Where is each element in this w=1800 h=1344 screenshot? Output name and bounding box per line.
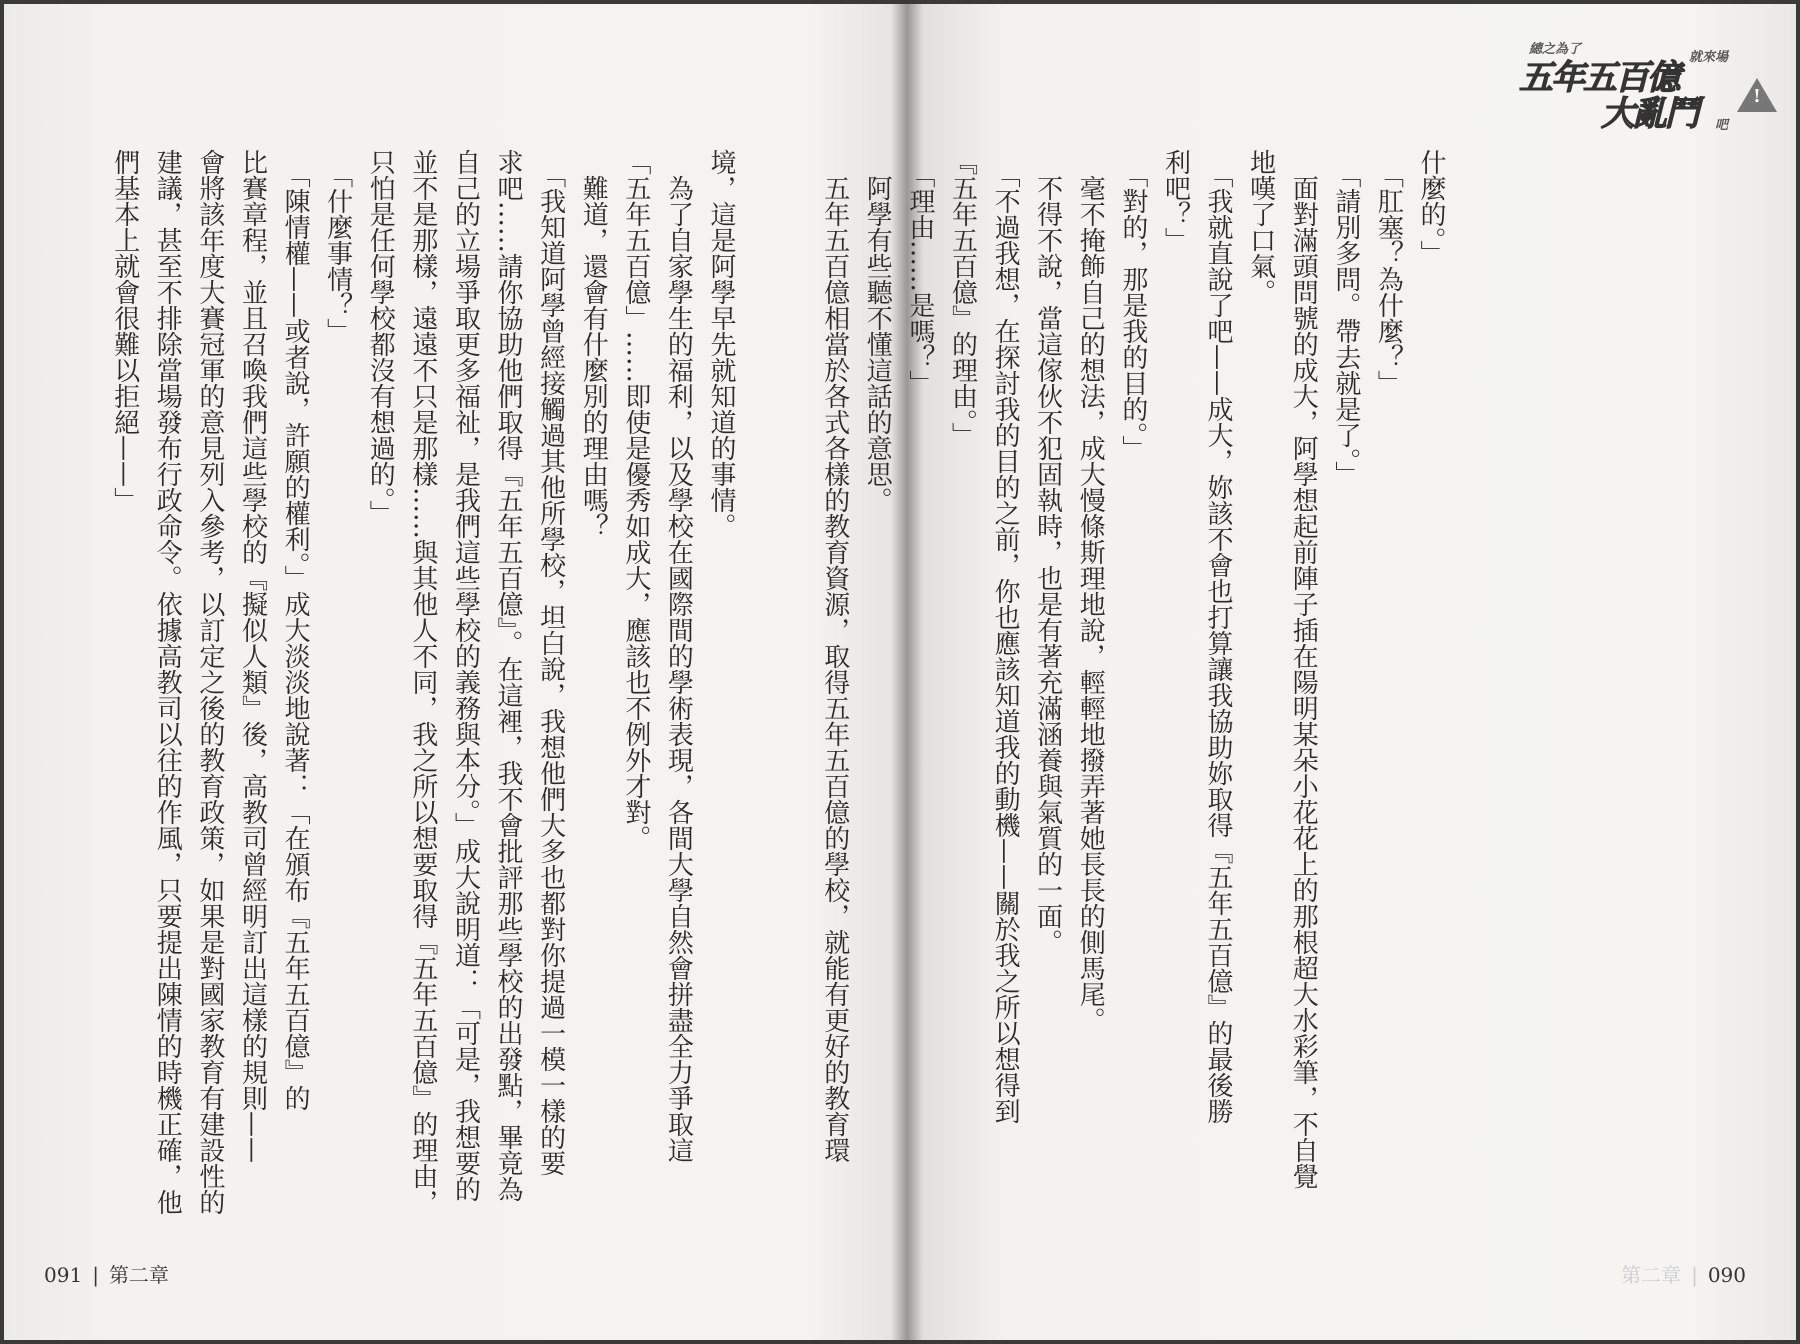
text-column: 為了自家學生的福利，以及學校在國際間的學術表現，各間大學自然會拼盡全力爭取這 (663, 149, 694, 1163)
chapter-label: 第二章 (1621, 1263, 1682, 1287)
right-page-text (812, 149, 1452, 1209)
right-page-footer (1621, 1259, 1746, 1288)
book-spread (4, 4, 1796, 1340)
text-column: 五年五百億相當於各式各樣的教育資源，取得五年五百億的學校，就能有更好的教育環 (819, 149, 850, 1163)
text-column: 『五年五百億』的理由。」 (947, 149, 978, 448)
text-column: 面對滿頭問號的成大，阿學想起前陣子插在陽明某朵小花花上的那根超大水彩筆，不自覺 (1288, 149, 1319, 1189)
left-page-text (102, 149, 742, 1215)
text-column: 只怕是任何學校都沒有想過的。」 (365, 149, 396, 526)
text-column: 「什麼事情？」 (322, 149, 353, 344)
text-column: 什麼的。」 (1416, 149, 1446, 266)
logo-title-2: 大亂鬥 (1601, 94, 1697, 134)
text-column: 「五年五百億」……即使是優秀如成大，應該也不例外才對。 (620, 149, 651, 851)
text-column: 不得不說，當這傢伙不犯固執時，也是有著充滿涵養與氣質的一面。 (1032, 149, 1063, 955)
footer-separator: | (1691, 1263, 1698, 1287)
series-logo (1519, 34, 1789, 134)
text-column: 毫不掩飾自己的想法，成大慢條斯理地說，輕輕地撥弄著她長長的側馬尾。 (1075, 149, 1106, 1033)
text-column: 阿學有些聽不懂這話的意思。 (862, 149, 893, 513)
text-column: 自己的立場爭取更多福祉，是我們這些學校的義務與本分。」成大說明道：「可是，我想要的 (450, 149, 481, 1202)
text-column: 利吧？」 (1160, 149, 1191, 253)
text-column: 地嘆了口氣。 (1245, 149, 1276, 305)
text-column: 們基本上就會很難以拒絕——」 (109, 149, 140, 513)
warning-triangle-icon: ! (1737, 78, 1777, 112)
text-column: 求吧……請你協助他們取得『五年五百億』。在這裡，我不會批評那些學校的出發點，畢竟為 (493, 149, 524, 1202)
text-column: 境，這是阿學早先就知道的事情。 (706, 149, 736, 539)
logo-top-text: 總之為了 (1529, 42, 1582, 57)
text-column: 「對的，那是我的目的。」 (1117, 149, 1148, 461)
page-number: 090 (1707, 1263, 1746, 1287)
text-column: 「陳情權——或者說，許願的權利。」成大淡淡地說著：「在頒布『五年五百億』的 (280, 149, 311, 1111)
left-page-footer (44, 1259, 169, 1288)
logo-title-1: 五年五百億 (1519, 58, 1679, 98)
logo-side-text: 就來場 (1689, 50, 1729, 65)
text-column: 並不是那樣，遠遠不只是那樣……與其他人不同，我之所以想要取得『五年五百億』的理由， (407, 149, 438, 1215)
chapter-label: 第二章 (108, 1263, 169, 1287)
text-column: 會將該年度大賽冠軍的意見列入參考，以訂定之後的教育政策，如果是對國家教育有建設性的 (194, 149, 225, 1215)
text-column: 「我知道阿學曾經接觸過其他所學校，坦白說，我想他們大多也都對你提過一模一樣的要 (535, 149, 566, 1176)
text-column: 「理由……是嗎？」 (904, 149, 935, 396)
text-column: 建議，甚至不排除當場發布行政命令。依據高教司以往的作風，只要提出陳情的時機正確，他 (152, 149, 183, 1215)
footer-separator: | (92, 1263, 99, 1287)
text-column: 「請別多問。帶去就是了。」 (1330, 149, 1361, 487)
text-column: 難道，還會有什麼別的理由嗎？ (578, 149, 609, 539)
text-column: 比賽章程，並且召喚我們這些學校的『擬似人類』後，高教司曾經明訂出這樣的規則—— (237, 149, 268, 1163)
text-column: 「不過我想，在探討我的目的之前，你也應該知道我的動機——關於我之所以想得到 (990, 149, 1021, 1124)
logo-suffix: 吧 (1715, 118, 1729, 133)
page-number: 091 (44, 1263, 83, 1287)
text-column: 「我就直說了吧——成大，妳該不會也打算讓我協助妳取得『五年五百億』的最後勝 (1203, 149, 1234, 1124)
text-column: 「肛塞？為什麼？」 (1373, 149, 1404, 396)
